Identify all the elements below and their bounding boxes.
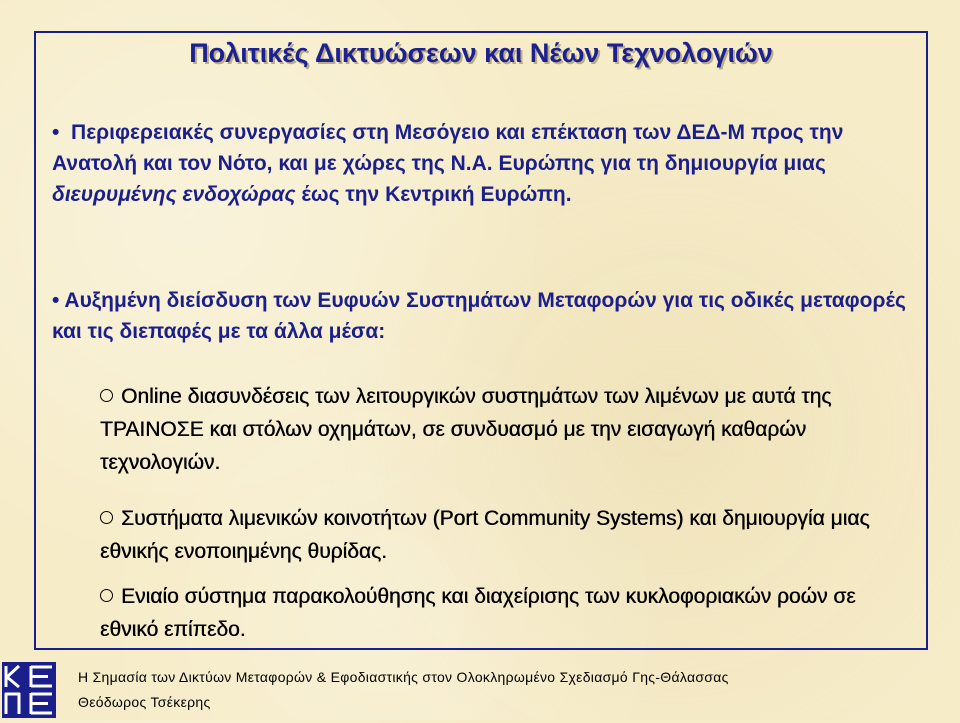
bullet-marker: •	[52, 289, 60, 312]
sub-item-text: Ενιαίο σύστημα παρακολούθησης και διαχείρισης των κυκλοφοριακών ροών σε εθνικό επίπεδο.	[100, 585, 856, 641]
bullet-text: Αυξημένη διείσδυση των Ευφυών Συστημάτων Μεταφορών για τις οδικές μεταφορές και τις διεπαφές με τα άλλα μέσα:	[52, 289, 906, 343]
sub-item-text: Online διασυνδέσεις των λειτουργικών συστημάτων των λιμένων με αυτά της ΤΡΑΙΝΟΣΕ και στόλων οχημάτων, σε συνδυασμό με την εισαγωγή καθαρών τεχνολογιών.	[100, 385, 832, 474]
bullet-item	[52, 117, 912, 210]
keme-logo-icon	[2, 662, 56, 718]
footer-author: Θεόδωρος Τσέκερης	[78, 694, 211, 710]
sub-item	[100, 502, 900, 568]
sub-item	[100, 580, 900, 646]
slide-title: Πολιτικές Δικτυώσεων και Νέων Τεχνολογιών	[189, 38, 773, 68]
circle-bullet-icon	[100, 589, 113, 602]
circle-bullet-icon	[100, 511, 113, 524]
bullet-emphasis: διευρυμένης ενδοχώρας	[52, 183, 296, 206]
bullet-text: Περιφερειακές συνεργασίες στη Μεσόγειο και επέκταση των ΔΕΔ-Μ προς την Ανατολή και τον Νότο, και με χώρες της Ν.Α. Ευρώπης για τη δημιουργία μιας	[52, 121, 844, 175]
circle-bullet-icon	[100, 389, 113, 402]
footer-title: Η Σημασία των Δικτύων Μεταφορών & Εφοδιαστικής στον Ολοκληρωμένο Σχεδιασμό Γης-Θάλασσας	[78, 669, 729, 685]
sub-item	[100, 380, 900, 479]
bullet-item	[52, 285, 912, 347]
bullet-marker: •	[52, 121, 60, 144]
bullet-text-end: έως την Κεντρική Ευρώπη.	[295, 183, 572, 206]
sub-item-text: Συστήματα λιμενικών κοινοτήτων (Port Community Systems) και δημιουργία μιας εθνικής ενοποιημένης θυρίδας.	[100, 507, 870, 563]
